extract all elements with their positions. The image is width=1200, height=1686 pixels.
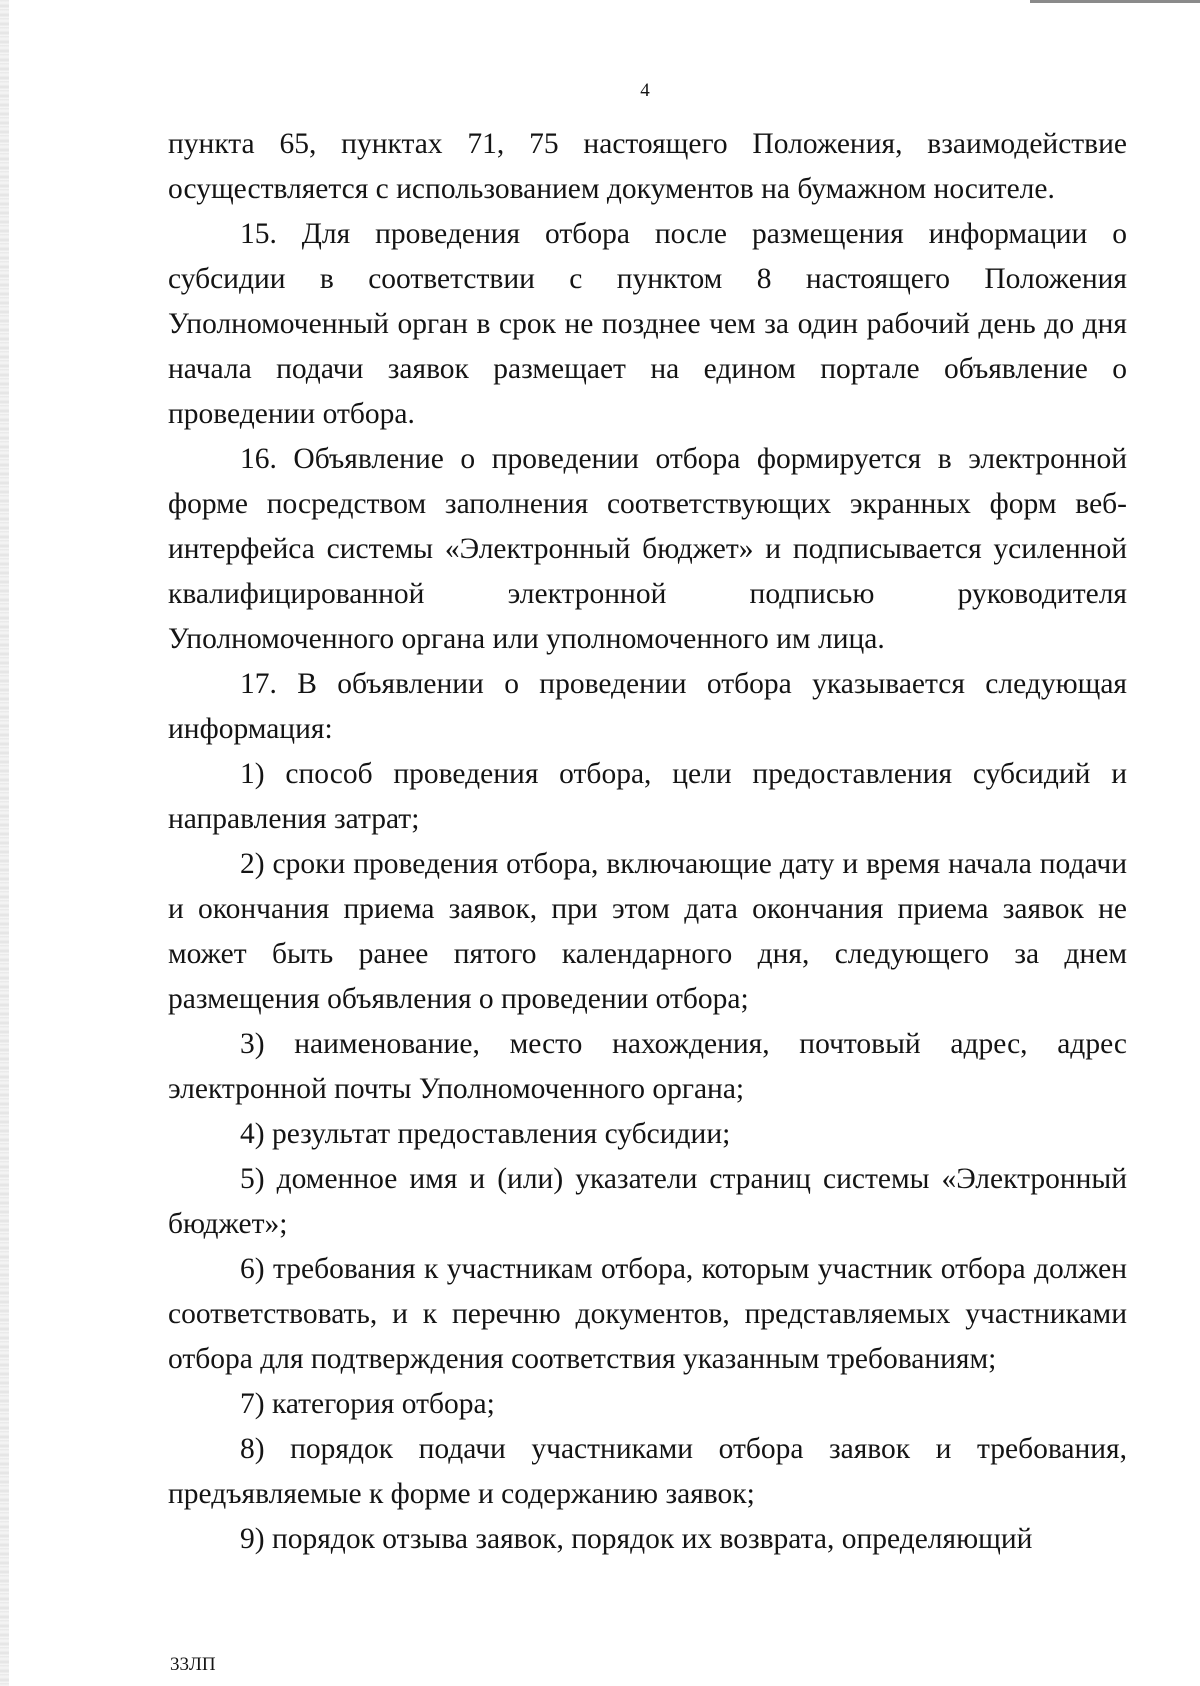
list-item-4: 4) результат предоставления субсидии; [240,1118,731,1150]
document-body [168,122,1127,1562]
list-item-7: 7) категория отбора; [240,1388,495,1420]
list-item-2: 2) сроки проведения отбора, включающие дату и время начала подачи и окончания приема заявок, при этом дата окончания приема заявок не может быть ранее пятого календарного дня, следующего за днем размещения объявления о проведении отбора; [168,848,1127,1015]
list-item-3: 3) наименование, место нахождения, почтовый адрес, адрес электронной почты Уполномоченного органа; [168,1028,1127,1105]
page-number: 4 [640,80,650,101]
paragraph-16: 16. Объявление о проведении отбора формируется в электронной форме посредством заполнения соответствующих экранных форм веб-интерфейса системы «Электронный бюджет» и подписывается усиленной квалифицированной электронной подписью руководителя Уполномоченного органа или уполномоченного им лица. [168,443,1127,655]
scan-edge-top [1030,0,1200,3]
paragraph-continuation: пункта 65, пунктах 71, 75 настоящего Положения, взаимодействие осуществляется с использованием документов на бумажном носителе. [168,128,1127,205]
scan-edge-left [0,0,9,1686]
footer-document-code: 33ЛП [170,1654,216,1675]
list-item-5: 5) доменное имя и (или) указатели страниц системы «Электронный бюджет»; [168,1163,1127,1240]
list-item-9: 9) порядок отзыва заявок, порядок их возврата, определяющий [240,1523,1033,1555]
list-item-8: 8) порядок подачи участниками отбора заявок и требования, предъявляемые к форме и содержанию заявок; [168,1433,1127,1510]
paragraph-17: 17. В объявлении о проведении отбора указывается следующая информация: [168,668,1127,745]
list-item-1: 1) способ проведения отбора, цели предоставления субсидий и направления затрат; [168,758,1127,835]
paragraph-15: 15. Для проведения отбора после размещения информации о субсидии в соответствии с пунктом 8 настоящего Положения Уполномоченный орган в срок не позднее чем за один рабочий день до дня начала подачи заявок размещает на едином портале объявление о проведении отбора. [168,218,1127,430]
list-item-6: 6) требования к участникам отбора, которым участник отбора должен соответствовать, и к перечню документов, представляемых участниками отбора для подтверждения соответствия указанным требованиям; [168,1253,1127,1375]
